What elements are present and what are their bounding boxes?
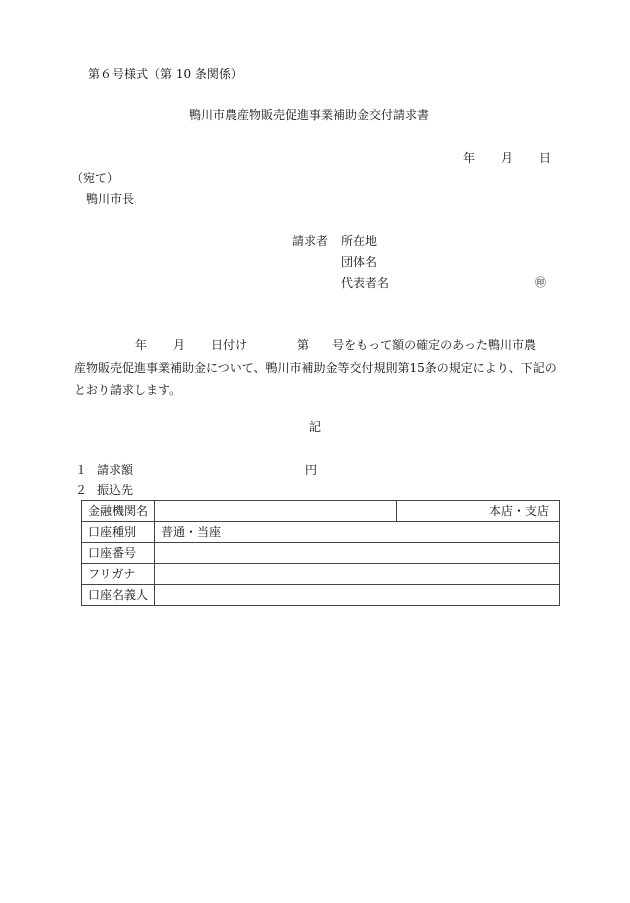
account-holder-value[interactable]: [155, 585, 560, 606]
branch-type-value: 本店・支店: [397, 501, 560, 522]
table-row: [82, 522, 560, 543]
para-no-prefix: 第: [297, 338, 310, 352]
form-title: 鴨川市農産物販売促進事業補助金交付請求書: [189, 108, 430, 122]
seal-mark: ㊞: [535, 276, 546, 289]
para-line1-rest: 号をもって額の確定のあった鴨川市農: [332, 338, 536, 352]
account-number-label: 口座番号: [82, 543, 155, 564]
requester-address-label: 所在地: [341, 234, 378, 248]
item1-unit: 円: [305, 463, 318, 477]
account-type-label: 口座種別: [82, 522, 155, 543]
account-holder-label: 口座名義人: [82, 585, 155, 606]
addressee-name: 鴨川市長: [86, 192, 135, 206]
paragraph-line-1: [74, 334, 560, 357]
ki-heading: 記: [309, 420, 322, 434]
item2-number: ２: [75, 483, 88, 497]
account-type-value: 普通・当座: [155, 522, 560, 543]
bank-name-label: 金融機関名: [82, 501, 155, 522]
date-day-label: 日: [539, 151, 552, 165]
furigana-value[interactable]: [155, 564, 560, 585]
date-year-label: 年: [463, 151, 476, 165]
paragraph-line-3: とおり請求します。: [74, 383, 182, 397]
requester-label: 請求者: [292, 234, 329, 248]
form-number: 第６号様式（第 10 条関係）: [88, 67, 243, 81]
date-month-label: 月: [501, 151, 514, 165]
item1-label: 請求額: [97, 463, 134, 477]
para-dated: 日付け: [211, 338, 248, 352]
item1-number: １: [75, 463, 88, 477]
table-row: [82, 564, 560, 585]
request-paragraph: [74, 334, 560, 402]
bank-name-value[interactable]: [155, 501, 397, 522]
addressee-prefix: （宛て）: [71, 171, 120, 185]
bank-transfer-table: [81, 500, 560, 606]
requester-rep-label: 代表者名: [341, 276, 390, 290]
item2-label: 振込先: [97, 483, 134, 497]
furigana-label: フリガナ: [82, 564, 155, 585]
table-row: [82, 585, 560, 606]
table-row: [82, 543, 560, 564]
requester-org-label: 団体名: [341, 255, 378, 269]
paragraph-line-2: 産物販売促進事業補助金について、鴨川市補助金等交付規則第15条の規定により、下記の: [74, 360, 557, 375]
para-year: 年: [135, 338, 148, 352]
table-row: [82, 501, 560, 522]
para-month: 月: [173, 338, 186, 352]
account-number-value[interactable]: [155, 543, 560, 564]
